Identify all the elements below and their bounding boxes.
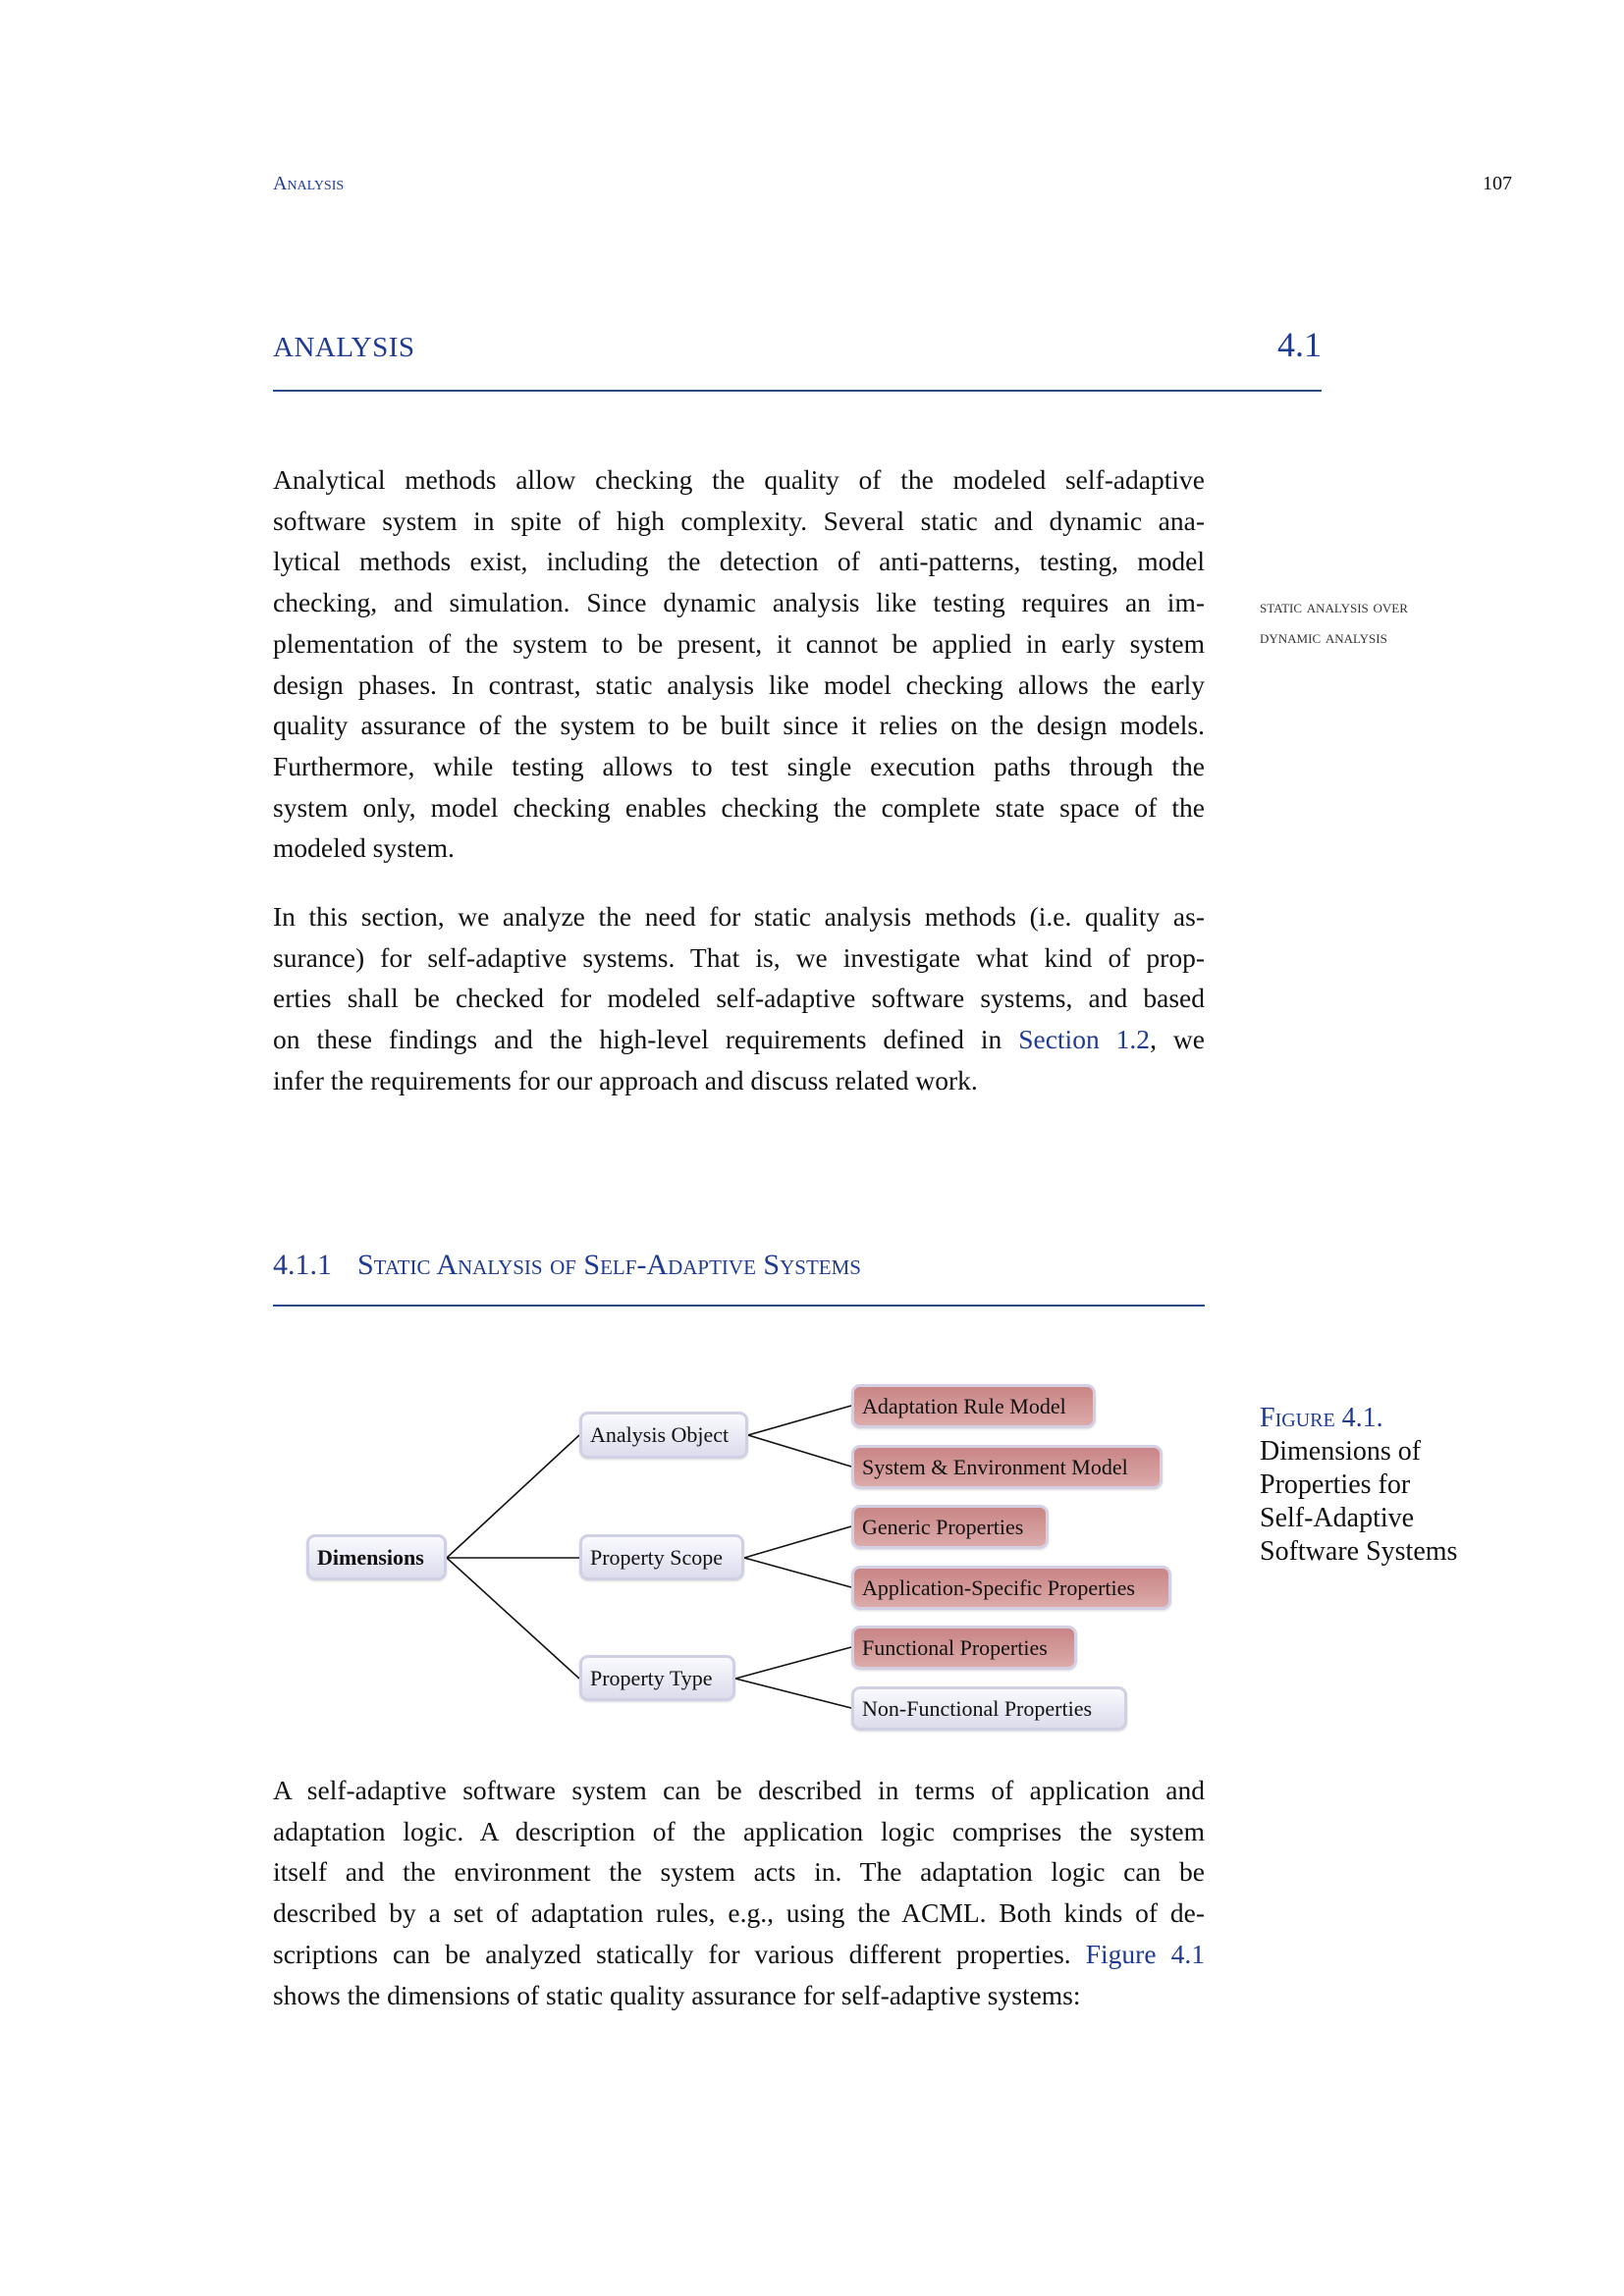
chapter-title: ANALYSIS [273, 332, 415, 363]
margin-note-line: static analysis over [1260, 597, 1408, 617]
connector [744, 1558, 851, 1587]
node-application-specific-properties: Application-Specific Properties [851, 1566, 1171, 1610]
text-segment: on these findings and the high-level requirements defined in [273, 1024, 1019, 1055]
text-line: plementation of the system to be present, it cannot be applied in early system [273, 627, 1205, 659]
subsection-heading [273, 1249, 861, 1282]
text-line: modeled system. [273, 832, 455, 864]
connector [447, 1558, 579, 1679]
node-system-environment-model: System & Environment Model [851, 1445, 1163, 1489]
node-functional-properties: Functional Properties [851, 1626, 1077, 1670]
chapter-rule [273, 390, 1322, 392]
running-header: Analysis [273, 173, 345, 194]
text-line: erties shall be checked for modeled self-adaptive software systems, and based [273, 983, 1205, 1014]
figure-4-1-link[interactable]: Figure 4.1 [1085, 1938, 1205, 1969]
figure-caption-line: Software Systems [1260, 1536, 1458, 1567]
text-segment: , we [1150, 1024, 1205, 1055]
text-line: quality assurance of the system to be built since it relies on the design models. [273, 710, 1205, 741]
node-dimensions: Dimensions [306, 1534, 447, 1580]
text-line: described by a set of adaptation rules, e.g., using the ACML. Both kinds of de- [273, 1897, 1205, 1929]
page-number: 107 [1483, 173, 1512, 194]
text-line: itself and the environment the system acts in. The adaptation logic can be [273, 1856, 1205, 1888]
node-generic-properties: Generic Properties [851, 1505, 1049, 1549]
connector [447, 1435, 579, 1558]
text-line: In this section, we analyze the need for static analysis methods (i.e. quality as- [273, 901, 1205, 932]
paragraph-section-overview [273, 896, 1205, 1101]
figure-caption-line: Dimensions of [1260, 1436, 1422, 1467]
figure-caption [1260, 1402, 1457, 1569]
text-line [273, 1934, 1205, 1975]
paragraph-figure-description [273, 1770, 1205, 2015]
chapter-number: 4.1 [1277, 325, 1322, 364]
node-analysis-object: Analysis Object [579, 1412, 748, 1459]
connector [748, 1435, 851, 1467]
text-line: lytical methods exist, including the detection of anti-patterns, testing, model [273, 546, 1205, 577]
text-line: surance) for self-adaptive systems. That is, we investigate what kind of prop- [273, 941, 1205, 973]
text-line [273, 1019, 1205, 1060]
node-property-scope: Property Scope [579, 1534, 744, 1580]
subsection-title: Static Analysis of Self-Adaptive Systems [357, 1249, 861, 1281]
connector [748, 1406, 851, 1435]
subsection-number: 4.1.1 [273, 1249, 332, 1281]
connector [744, 1526, 851, 1558]
connector [735, 1647, 851, 1679]
figure-caption-line: Self-Adaptive [1260, 1503, 1415, 1533]
connector [735, 1679, 851, 1708]
text-line: software system in spite of high complexity. Several static and dynamic ana- [273, 505, 1205, 536]
text-line: Analytical methods allow checking the quality of the modeled self-adaptive [273, 464, 1205, 495]
text-line: system only, model checking enables checking the complete state space of the [273, 791, 1205, 823]
text-line: A self-adaptive software system can be described in terms of application and [273, 1775, 1205, 1805]
node-property-type: Property Type [579, 1655, 735, 1701]
text-segment: scriptions can be analyzed statically for various different properties. [273, 1938, 1086, 1969]
figure-caption-label: Figure 4.1. [1260, 1403, 1383, 1433]
node-non-functional-properties: Non-Functional Properties [851, 1686, 1127, 1731]
margin-note-line: dynamic analysis [1260, 627, 1387, 648]
text-line: adaptation logic. A description of the application logic comprises the system [273, 1815, 1205, 1846]
section-1-2-link[interactable]: Section 1.2 [1018, 1024, 1151, 1055]
text-line: infer the requirements for our approach and discuss related work. [273, 1064, 978, 1095]
node-adaptation-rule-model: Adaptation Rule Model [851, 1384, 1096, 1428]
text-line: Furthermore, while testing allows to test single execution paths through the [273, 750, 1205, 781]
subsection-rule [273, 1305, 1205, 1307]
figure-caption-line: Properties for [1260, 1469, 1411, 1500]
paragraph-intro [273, 459, 1205, 869]
text-line: shows the dimensions of static quality assurance for self-adaptive systems: [273, 1979, 1081, 2010]
text-line: checking, and simulation. Since dynamic analysis like testing requires an im- [273, 587, 1205, 618]
margin-note [1260, 592, 1408, 653]
text-line: design phases. In contrast, static analysis like model checking allows the early [273, 668, 1205, 700]
